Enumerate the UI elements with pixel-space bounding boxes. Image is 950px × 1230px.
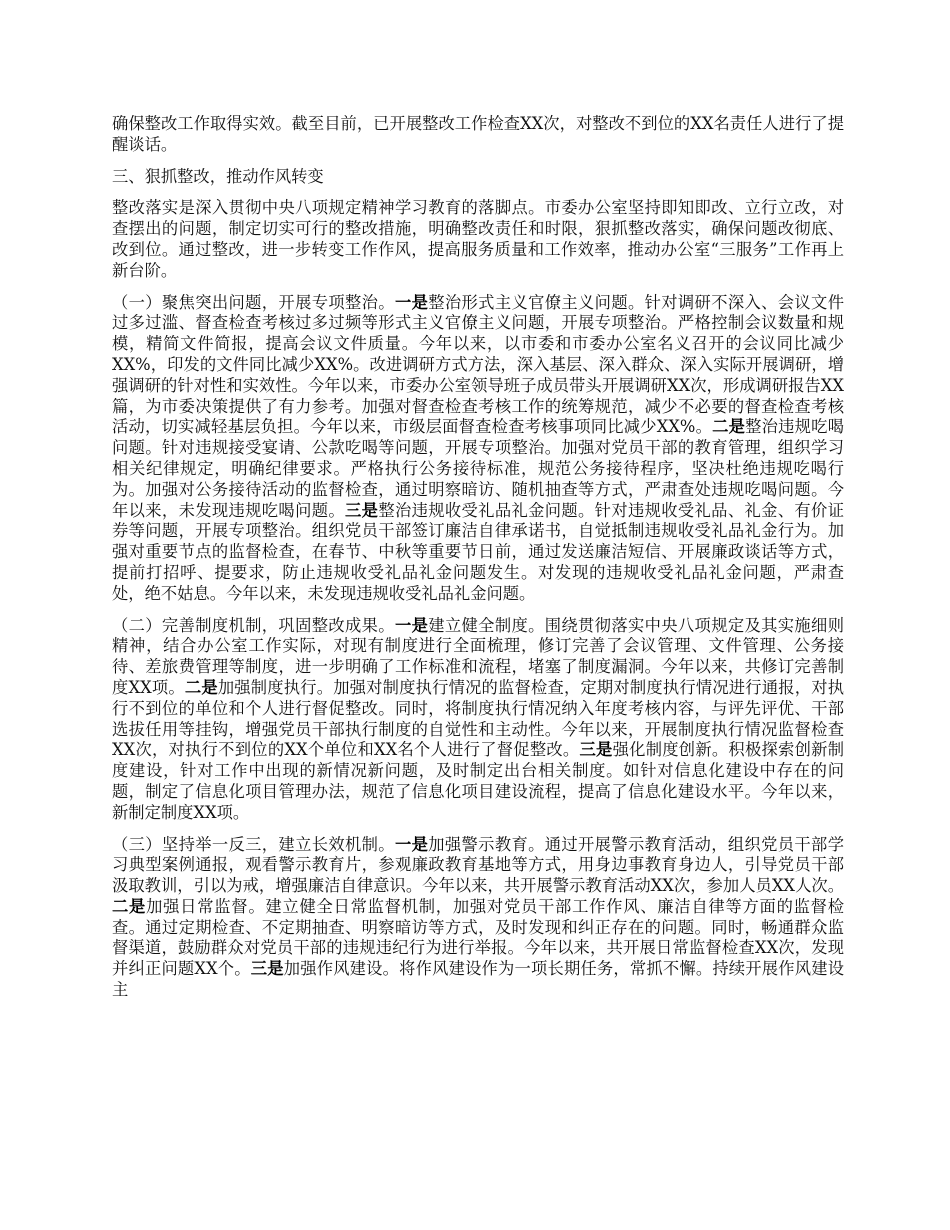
bold-marker-first: 一是	[394, 292, 429, 312]
paragraph-text: 加强制度执行。加强对制度执行情况的监督检查，定期对制度执行情况进行通报，对执行不到位的单位和个人进行督促整改。同时，将制度执行情况纳入年度考核内容，与评先评优、干部选拔任用等挂钩，增强党员干部执行制度的自觉性和主动性。今年以来，开展制度执行情况监督检查XX次，对执行不到位的XX个单位和XX名个人进行了督促整改。	[112, 677, 844, 760]
paragraph-text: 加强作风建设。将作风建设作为一项长期任务，常抓不懈。持续开展作风建设主	[112, 959, 844, 1000]
subheading-text: （一）聚焦突出问题，开展专项整治。	[112, 292, 395, 312]
bold-marker-third: 三是	[579, 740, 613, 760]
paragraph-special-rectification	[112, 293, 844, 605]
subheading-text: （二）完善制度机制，巩固整改成果。	[112, 615, 395, 635]
paragraph-text: 建立健全制度。围绕贯彻落实中央八项规定及其实施细则精神，结合办公室工作实际，对现有制度进行全面梳理，修订完善了会议管理、文件管理、公务接待、差旅费管理等制度，进一步明确了工作标准和流程，堵塞了制度漏洞。今年以来，共修订完善制度XX项。	[112, 615, 844, 697]
paragraph-text: 强化制度创新。积极探索创新制度建设，针对工作中出现的新情况新问题，及时制定出台相关制度。如针对信息化建设中存在的问题，制定了信息化项目管理办法，规范了信息化项目建设流程，提高了信息化建设水平。今年以来，新制定制度XX项。	[112, 740, 844, 822]
paragraph-text: 整治违规收受礼品礼金问题。针对违规收受礼品、礼金、有价证券等问题，开展专项整治。组织党员干部签订廉洁自律承诺书，自觉抵制违规收受礼品礼金行为。加强对重要节点的监督检查，在春节、中秋等重要节日前，通过发送廉洁短信、开展廉政谈话等方式，提前打招呼、提要求，防止违规收受礼品礼金问题发生。对发现的违规收受礼品礼金问题，严肃查处，绝不姑息。今年以来，未发现违规收受礼品礼金问题。	[112, 500, 844, 603]
bold-marker-first: 一是	[394, 615, 429, 635]
bold-marker-first: 一是	[394, 834, 429, 854]
paragraph-text: 整治形式主义官僚主义问题。针对调研不深入、会议文件过多过滥、督查检查考核过多过频等形式主义官僚主义问题，开展专项整治。严格控制会议数量和规模，精简文件简报，提高会议文件质量。今年以来，以市委和市委办公室名义召开的会议同比减少XX%，印发的文件同比减少XX%。改进调研方式方法，深入基层、深入群众、深入实际开展调研，增强调研的针对性和实效性。今年以来，市委办公室领导班子成员带头开展调研XX次，形成调研报告XX篇，为市委决策提供了有力参考。加强对督查检查考核工作的统筹规范，减少不必要的督查检查考核活动，切实减轻基层负担。今年以来，市级层面督查检查考核事项同比减少XX%。	[112, 292, 844, 437]
paragraph-rectification-results	[112, 114, 844, 156]
bold-marker-second: 二是	[712, 417, 746, 437]
paragraph-institutional-mechanism	[112, 616, 844, 824]
subheading-text: （三）坚持举一反三，建立长效机制。	[112, 834, 395, 854]
section-heading	[112, 167, 844, 188]
paragraph-text: 加强警示教育。通过开展警示教育活动，组织党员干部学习典型案例通报，观看警示教育片，参观廉政教育基地等方式，用身边事教育身边人，引导党员干部汲取教训，引以为戒，增强廉洁自律意识。今年以来，共开展警示教育活动XX次，参加人员XX人次。	[112, 834, 844, 896]
paragraph-text: 整改落实是深入贯彻中央八项规定精神学习教育的落脚点。市委办公室坚持即知即改、立行立改，对查摆出的问题，制定切实可行的整改措施，明确整改责任和时限，狠抓整改落实，确保问题改彻底、改到位。通过整改，进一步转变工作作风，提高服务质量和工作效率，推动办公室“三服务”工作再上新台阶。	[112, 198, 844, 280]
section-heading-text: 三、狠抓整改，推动作风转变	[112, 166, 324, 186]
bold-marker-third: 三是	[345, 500, 379, 520]
bold-marker-second: 二是	[112, 896, 147, 916]
paragraph-text: 整治违规吃喝问题。针对违规接受宴请、公款吃喝等问题，开展专项整治。加强对党员干部的教育管理，组织学习相关纪律规定，明确纪律要求。严格执行公务接待标准，规范公务接待程序，坚决杜绝违规吃喝行为。加强对公务接待活动的监督检查，通过明察暗访、随机抽查等方式，严肃查处违规吃喝问题。今年以来，未发现违规吃喝问题。	[112, 417, 844, 520]
paragraph-text: 加强日常监督。建立健全日常监督机制，加强对党员干部工作作风、廉洁自律等方面的监督检查。通过定期检查、不定期抽查、明察暗访等方式，及时发现和纠正存在的问题。同时，畅通群众监督渠道，鼓励群众对党员干部的违规违纪行为进行举报。今年以来，共开展日常监督检查XX次，发现并纠正问题XX个。	[112, 896, 844, 979]
bold-marker-third: 三是	[250, 959, 284, 979]
paragraph-text: 确保整改工作取得实效。截至目前，已开展整改工作检查XX次，对整改不到位的XX名责任人进行了提醒谈话。	[112, 114, 844, 154]
paragraph-long-term-mechanism	[112, 835, 844, 1001]
paragraph-intro	[112, 198, 844, 281]
document-page	[112, 114, 844, 1012]
bold-marker-second: 二是	[184, 677, 218, 697]
